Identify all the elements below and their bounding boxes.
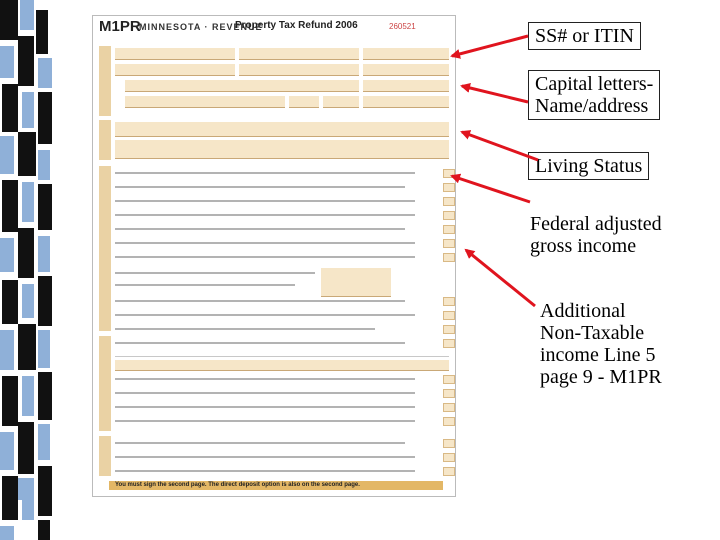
arrow-nontaxable-income [466, 250, 535, 306]
form-bottom-note: You must sign the second page. The direct deposit option is also on the second page. [109, 481, 443, 490]
arrow-ssn [452, 36, 528, 56]
form-title: M1PR [99, 18, 141, 35]
form-heading: Property Tax Refund 2006 [235, 20, 358, 31]
callout-line: Living Status [535, 155, 643, 177]
arrow-federal-agi [452, 176, 530, 202]
form-code: 260521 [389, 22, 416, 31]
callout-line: Non-Taxable [540, 322, 645, 344]
arrow-living-status [462, 132, 538, 160]
callout-line: page 9 - M1PR [540, 366, 662, 388]
callout-line: SS# or ITIN [535, 25, 634, 47]
callout-line: Federal adjusted [530, 213, 662, 235]
callout-line: Additional [540, 300, 626, 322]
callout-line: income Line 5 [540, 344, 656, 366]
form-agency: MINNESOTA · REVENUE [139, 22, 263, 32]
arrow-name-address [462, 86, 528, 102]
callout-line: Name/address [535, 95, 649, 117]
callout-line: Capital letters- [535, 73, 654, 95]
callout-line: gross income [530, 235, 637, 257]
